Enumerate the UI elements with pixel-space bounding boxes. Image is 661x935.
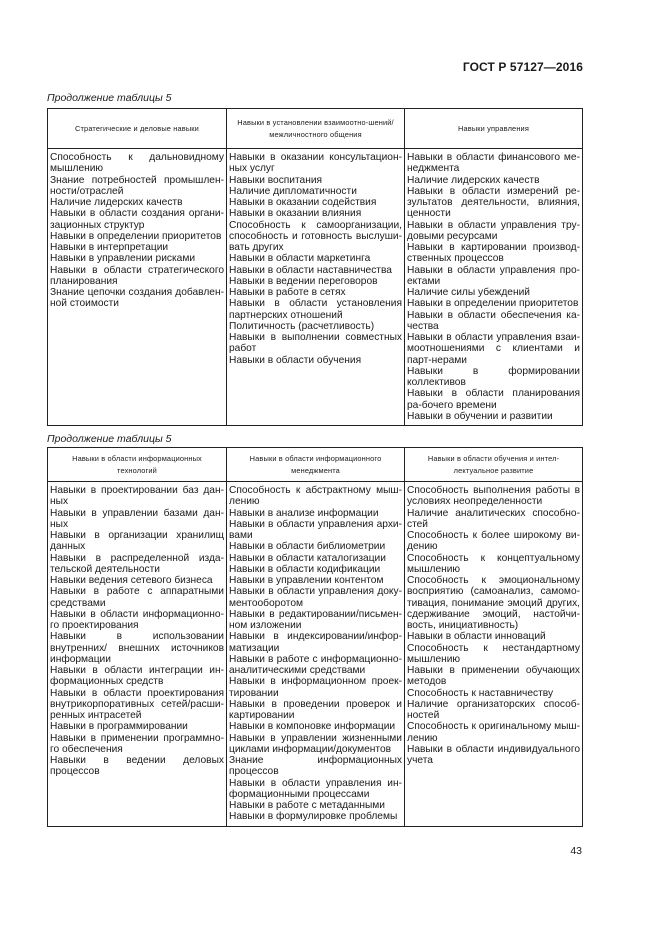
column-header: Стратегические и деловые навыки <box>48 109 227 149</box>
list-item: Навыки в формировании коллективов <box>407 365 580 388</box>
list-item: Навыки в определении приоритетов <box>50 230 222 242</box>
list-item: Способность к нестандартному мышлению <box>407 642 580 665</box>
list-item: Навыки в работе в сетях <box>229 287 346 298</box>
list-item: Навыки в области интеграции ин-формационных средств <box>50 665 224 688</box>
list-item: Навыки в проведении проверок и картировании <box>229 698 402 721</box>
list-item: Способность к самоорганизации, способность и готовность выслуши-вать других <box>229 219 402 253</box>
table-cell <box>405 149 583 426</box>
list-item: Навыки в области каталогизации <box>229 552 386 564</box>
list-item: Навыки в области управления архи-вами <box>229 518 402 541</box>
list-item: Навыки в оказании влияния <box>229 208 362 220</box>
list-item: Навыки в индексировании/инфор-матизации <box>229 631 402 654</box>
list-item: Навыки в информационном проек-тировании <box>229 676 402 699</box>
list-item: Способность к оригинальному мыш-лению <box>407 721 580 744</box>
list-item: Навыки в области маркетинга <box>229 253 371 265</box>
list-item: Навыки в выполнении совместных работ <box>229 332 402 355</box>
list-item: Способность к дальновидному мышлению <box>50 152 224 175</box>
list-item: Навыки ведения сетевого бизнеса <box>50 575 213 586</box>
list-item: Навыки в области проектирования внутрикорпоративных сетей/расши-ренных интрасетей <box>50 687 224 721</box>
list-item: Знание потребностей промышлен-ности/отраслей <box>50 174 224 197</box>
list-item: Навыки в анализе информации <box>229 507 379 519</box>
list-item: Навыки в области стратегического планирования <box>50 264 224 287</box>
list-item: Навыки в организации хранилищ данных <box>50 530 224 553</box>
list-item: Навыки в обучении и развитии <box>407 410 553 422</box>
list-item: Навыки в управлении жизненными циклами информации/документов <box>229 732 402 755</box>
list-item: Навыки в программировании <box>50 721 188 733</box>
list-item: Навыки в области управления ин-формационными процессами <box>229 777 402 800</box>
list-item: Навыки в работе с информационно-аналитическими средствами <box>229 653 402 676</box>
list-item: Навыки в области установления партнерских отношений <box>229 298 402 321</box>
list-item: Способность к наставничеству <box>407 687 554 699</box>
list-item: Навыки в области управления тру-довыми ресурсами <box>407 219 580 242</box>
list-item: Навыки в области библиометрии <box>229 541 386 553</box>
list-item: Наличие дипломатичности <box>229 185 357 197</box>
list-item: Навыки в редактировании/письмен-ном изложении <box>229 608 402 631</box>
list-item: Навыки в управлении базами дан-ных <box>50 507 224 530</box>
list-item: Политичность (расчетливость) <box>229 320 375 332</box>
list-item: Знание цепочки создания добавлен-ной стоимости <box>50 287 224 310</box>
list-item: Наличие лидерских качеств <box>407 174 540 186</box>
list-item: Способность к эмоциональному восприятию (самоанализ, самомо-тивация, понимание эмоций других, сдерживание эмоций, настойчи-вость, инициативность) <box>407 575 580 631</box>
table-caption-1: Продолжение таблицы 5 <box>47 92 172 104</box>
column-header: Навыки в области информационных технологий <box>48 448 227 482</box>
list-item: Навыки в работе с метаданными <box>229 800 385 811</box>
list-item: Навыки в компоновке информации <box>229 721 396 733</box>
list-item: Наличие лидерских качеств <box>50 197 183 208</box>
list-item: Навыки в области обучения <box>229 354 362 366</box>
list-item: Навыки в формулировке проблемы <box>229 811 398 823</box>
list-item: Навыки в управлении контентом <box>229 575 384 586</box>
list-item: Навыки в области информационно-го проектирования <box>50 608 224 631</box>
list-item: Навыки в применении обучающих методов <box>407 665 580 688</box>
document-code: ГОСТ Р 57127—2016 <box>462 60 583 74</box>
list-item: Навыки в ведении деловых процессов <box>50 755 224 778</box>
list-item: Навыки в управлении рисками <box>50 253 196 265</box>
list-item: Навыки в области индивидуального учета <box>407 743 580 766</box>
list-item: Навыки в области управления про-ектами <box>407 264 580 287</box>
list-item: Наличие аналитических способно-стей <box>407 507 580 530</box>
table-cell <box>227 482 405 827</box>
list-item: Навыки в интерпретации <box>50 242 169 253</box>
list-item: Способность к абстрактному мыш-лению <box>229 485 402 508</box>
table-cell <box>405 482 583 827</box>
table-caption-2: Продолжение таблицы 5 <box>47 433 172 445</box>
page-number: 43 <box>570 845 582 857</box>
table-row <box>48 149 583 426</box>
list-item: Способность выполнения работы в условиях неопределенности <box>407 485 580 508</box>
list-item: Наличие силы убеждений <box>407 287 530 298</box>
list-item: Навыки в области кодификации <box>229 563 381 575</box>
skills-table-2 <box>47 447 583 827</box>
list-item: Навыки в распределенной изда-тельской деятельности <box>50 552 224 575</box>
list-item: Способность к концептуальному мышлению <box>407 552 580 575</box>
table-cell <box>227 149 405 426</box>
list-item: Навыки в применении программно-го обеспечения <box>50 732 224 755</box>
list-item: Навыки в определении приоритетов <box>407 298 579 310</box>
table-cell <box>48 149 227 426</box>
list-item: Навыки в области инноваций <box>407 631 546 643</box>
list-item: Навыки в области создания органи-зационных структур <box>50 208 224 231</box>
table-cell <box>48 482 227 827</box>
list-item: Навыки в области управления взаи-моотношениями с клиентами и парт-нерами <box>407 332 580 366</box>
list-item: Навыки в оказании содействия <box>229 197 377 208</box>
list-item: Навыки в области обеспечения ка-чества <box>407 309 580 332</box>
list-item: Знание информационных процессов <box>229 755 402 778</box>
list-item: Навыки в проектировании баз дан-ных <box>50 485 224 508</box>
list-item: Навыки в области планирования ра-бочего времени <box>407 388 580 411</box>
list-item: Навыки в оказании консультацион-ных услуг <box>229 152 402 175</box>
list-item: Навыки в области финансового ме-неджмента <box>407 152 580 175</box>
list-item: Способность к более широкому ви-дению <box>407 530 580 553</box>
column-header: Навыки в области обучения и интел-лектуальное развитие <box>405 448 583 482</box>
list-item: Навыки воспитания <box>229 174 323 186</box>
column-header: Навыки в установлении взаимоотно-шений/межличностного общения <box>227 109 405 149</box>
list-item: Навыки в области управления доку-ментооборотом <box>229 586 402 609</box>
column-header: Навыки управления <box>405 109 583 149</box>
list-item: Навыки в картировании производ-ственных процессов <box>407 242 580 265</box>
table-row <box>48 482 583 827</box>
list-item: Навыки в области измерений ре-зультатов деятельности, влияния, ценности <box>407 185 580 220</box>
column-header: Навыки в области информационного менеджмента <box>227 448 405 482</box>
list-item: Навыки в ведении переговоров <box>229 275 378 287</box>
list-item: Наличие организаторских способ-ностей <box>407 698 580 721</box>
list-item: Навыки в области наставничества <box>229 264 392 276</box>
list-item: Навыки в использовании внутренних/ внешних источников информации <box>50 631 224 665</box>
skills-table-1 <box>47 108 583 426</box>
list-item: Навыки в работе с аппаратными средствами <box>50 586 224 609</box>
